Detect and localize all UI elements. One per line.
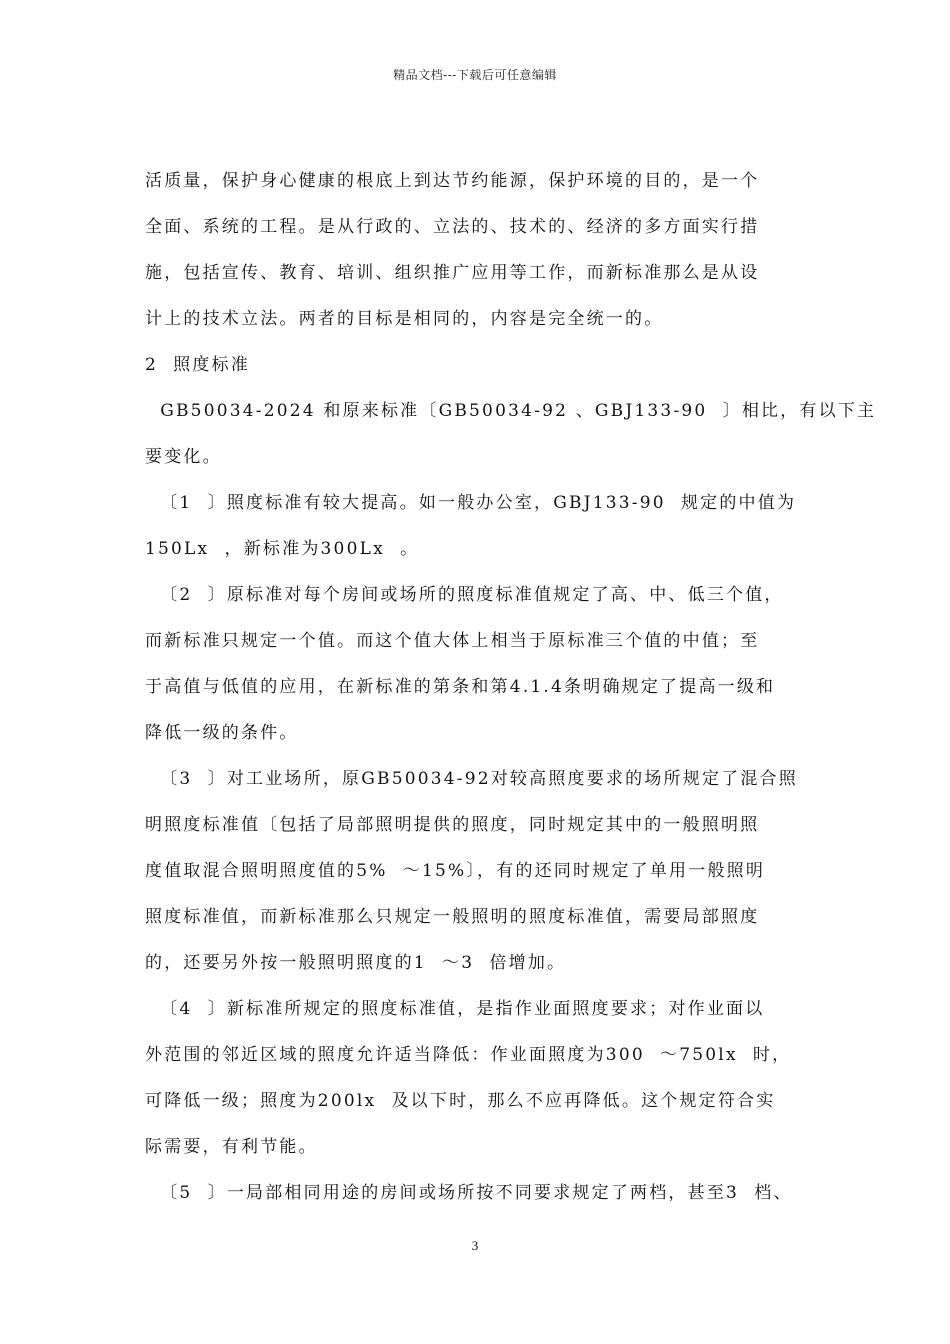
text-line: 2 照度标准 [145, 355, 251, 375]
text-line: 而新标准只规定一个值。而这个值大体上相当于原标准三个值的中值；至 [145, 631, 760, 651]
text-line: 外范围的邻近区域的照度允许适当降低：作业面照度为300 ～750lx 时， [145, 1045, 792, 1065]
text-line: 降低一级的条件。 [145, 723, 299, 743]
text-line: 150Lx ，新标准为300Lx 。 [145, 539, 420, 559]
text-line: 明照度标准值〔包括了局部照明提供的照度，同时规定其中的一般照明照 [145, 815, 760, 835]
page-header: 精品文档---下载后可任意编辑 [393, 68, 557, 82]
text-line: 度值取混合照明照度值的5% ～15%〕，有的还同时规定了单用一般照明 [145, 861, 766, 881]
text-line: 于高值与低值的应用，在新标准的第条和第4.1.4条明确规定了提高一级和 [145, 677, 776, 697]
page-number: 3 [471, 1238, 479, 1253]
text-line: 〔3 〕对工业场所，原GB50034-92对较高照度要求的场所规定了混合照 [145, 769, 798, 789]
text-line: 要变化。 [145, 447, 222, 467]
text-line: 可降低一级；照度为200lx 及以下时，那么不应再降低。这个规定符合实 [145, 1091, 776, 1111]
text-line: 〔4 〕新标准所规定的照度标准值，是指作业面照度要求；对作业面以 [145, 999, 765, 1019]
text-line: 际需要，有利节能。 [145, 1137, 318, 1157]
text-line: 全面、系统的工程。是从行政的、立法的、技术的、经济的多方面实行措 [145, 217, 760, 237]
text-line: 计上的技术立法。两者的目标是相同的，内容是完全统一的。 [145, 309, 664, 329]
text-line: 〔2 〕原标准对每个房间或场所的照度标准值规定了高、中、低三个值， [145, 585, 784, 605]
text-line: 施，包括宣传、教育、培训、组织推广应用等工作，而新标准那么是从设 [145, 263, 760, 283]
text-line: 〔5 〕一局部相同用途的房间或场所按不同要求规定了两档，甚至3 档、 [145, 1183, 793, 1203]
text-line: 〔1 〕照度标准有较大提高。如一般办公室，GBJ133-90 规定的中值为 [145, 493, 797, 513]
text-line: GB50034-2024 和原来标准〔GB50034-92 、GBJ133-90 〕相比，有以下主 [145, 401, 877, 421]
text-line: 活质量，保护身心健康的根底上到达节约能源，保护环境的目的，是一个 [145, 171, 760, 191]
text-line: 的，还要另外按一般照明照度的1 ～3 倍增加。 [145, 953, 567, 973]
text-line: 照度标准值，而新标准那么只规定一般照明的照度标准值，需要局部照度 [145, 907, 760, 927]
